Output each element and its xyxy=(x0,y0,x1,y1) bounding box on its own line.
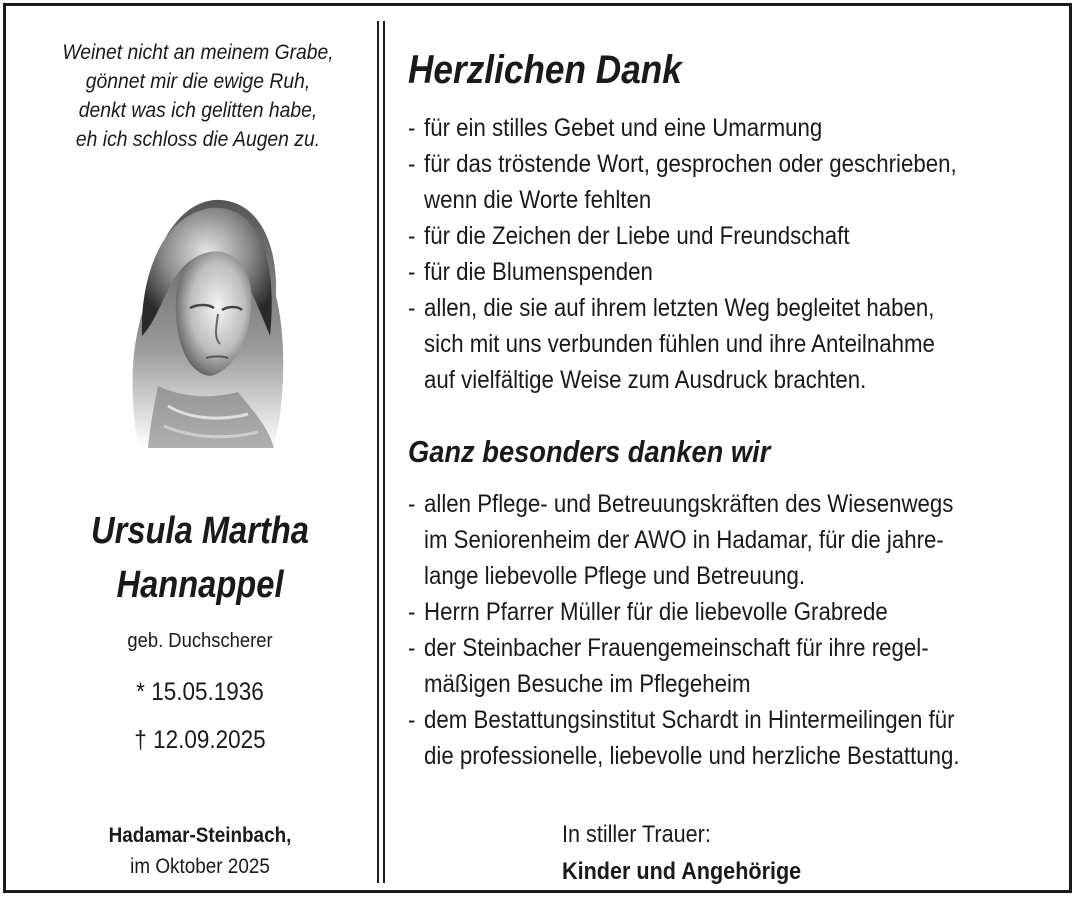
thanks-heading: Herzlichen Dank xyxy=(408,48,682,92)
birth-date: * 15.05.1936 xyxy=(136,678,264,706)
list-item-line: für ein stilles Gebet und eine Umarmung xyxy=(424,114,823,142)
poem-line: Weinet nicht an meinem Grabe, xyxy=(62,41,334,64)
list-item xyxy=(408,254,1031,290)
obituary-notice xyxy=(3,3,1072,893)
list-item xyxy=(408,702,1031,774)
list-item-line: für das tröstende Wort, gesprochen oder geschrieben, xyxy=(424,150,957,178)
town: Hadamar-Steinbach, xyxy=(108,824,292,847)
list-item-line: mäßigen Besuche im Pflegeheim xyxy=(424,670,751,698)
death-date: † 12.09.2025 xyxy=(134,726,266,754)
special-thanks-heading: Ganz besonders danken wir xyxy=(408,434,771,469)
poem-line: denkt was ich gelitten habe, xyxy=(78,99,318,122)
left-column xyxy=(14,6,382,890)
poem-line: gönnet mir die ewige Ruh, xyxy=(85,70,311,93)
list-dash: - xyxy=(408,150,416,178)
list-item-line: für die Blumenspenden xyxy=(424,258,653,286)
list-item-line: lange liebevolle Pflege und Betreuung. xyxy=(424,562,806,590)
list-item xyxy=(408,110,1031,146)
list-item-line: die professionelle, liebevolle und herzliche Bestattung. xyxy=(424,742,960,770)
maiden-name: geb. Duchscherer xyxy=(127,630,273,652)
list-dash: - xyxy=(408,598,416,626)
mourning-intro: In stiller Trauer: xyxy=(562,821,711,848)
madonna-portrait-icon xyxy=(118,186,290,454)
notice-date: im Oktober 2025 xyxy=(130,855,270,878)
list-item-line: im Seniorenheim der AWO in Hadamar, für die jahre- xyxy=(424,526,944,554)
list-item-line: wenn die Worte fehlten xyxy=(424,186,652,214)
list-item xyxy=(408,630,1031,702)
place-and-date xyxy=(33,820,368,882)
deceased-name xyxy=(40,504,360,612)
list-item xyxy=(408,146,1031,218)
list-item-line: für die Zeichen der Liebe und Freundschaft xyxy=(424,222,850,250)
mourning-signers: Kinder und Angehörige xyxy=(562,858,802,885)
special-thanks-list xyxy=(408,486,1031,774)
thanks-list xyxy=(408,110,1031,398)
divider-line xyxy=(377,21,379,883)
list-item-line: sich mit uns verbunden fühlen und ihre Anteilnahme xyxy=(424,330,935,358)
memorial-poem xyxy=(29,38,368,154)
mourning-signature xyxy=(562,816,801,890)
list-item-line: Herrn Pfarrer Müller für die liebevolle Grabrede xyxy=(424,598,888,626)
list-dash: - xyxy=(408,258,416,286)
list-dash: - xyxy=(408,294,416,322)
list-dash: - xyxy=(408,490,416,518)
poem-line: eh ich schloss die Augen zu. xyxy=(75,128,321,151)
list-item-line: allen Pflege- und Betreuungskräften des Wiesenwegs xyxy=(424,490,954,518)
list-item-line: allen, die sie auf ihrem letzten Weg begleitet haben, xyxy=(424,294,935,322)
name-line: Ursula Martha xyxy=(91,510,309,552)
right-column xyxy=(406,6,1066,890)
list-item-line: dem Bestattungsinstitut Schardt in Hintermeilingen für xyxy=(424,706,955,734)
list-dash: - xyxy=(408,706,416,734)
list-item xyxy=(408,486,1031,594)
name-line: Hannappel xyxy=(116,564,284,606)
list-item-line: der Steinbacher Frauengemeinschaft für ihre regel- xyxy=(424,634,929,662)
list-item-line: auf vielfältige Weise zum Ausdruck brachten. xyxy=(424,366,867,394)
list-dash: - xyxy=(408,634,416,662)
list-item xyxy=(408,218,1031,254)
list-item xyxy=(408,290,1031,398)
divider-line xyxy=(383,21,385,883)
list-dash: - xyxy=(408,222,416,250)
list-item xyxy=(408,594,1031,630)
list-dash: - xyxy=(408,114,416,142)
